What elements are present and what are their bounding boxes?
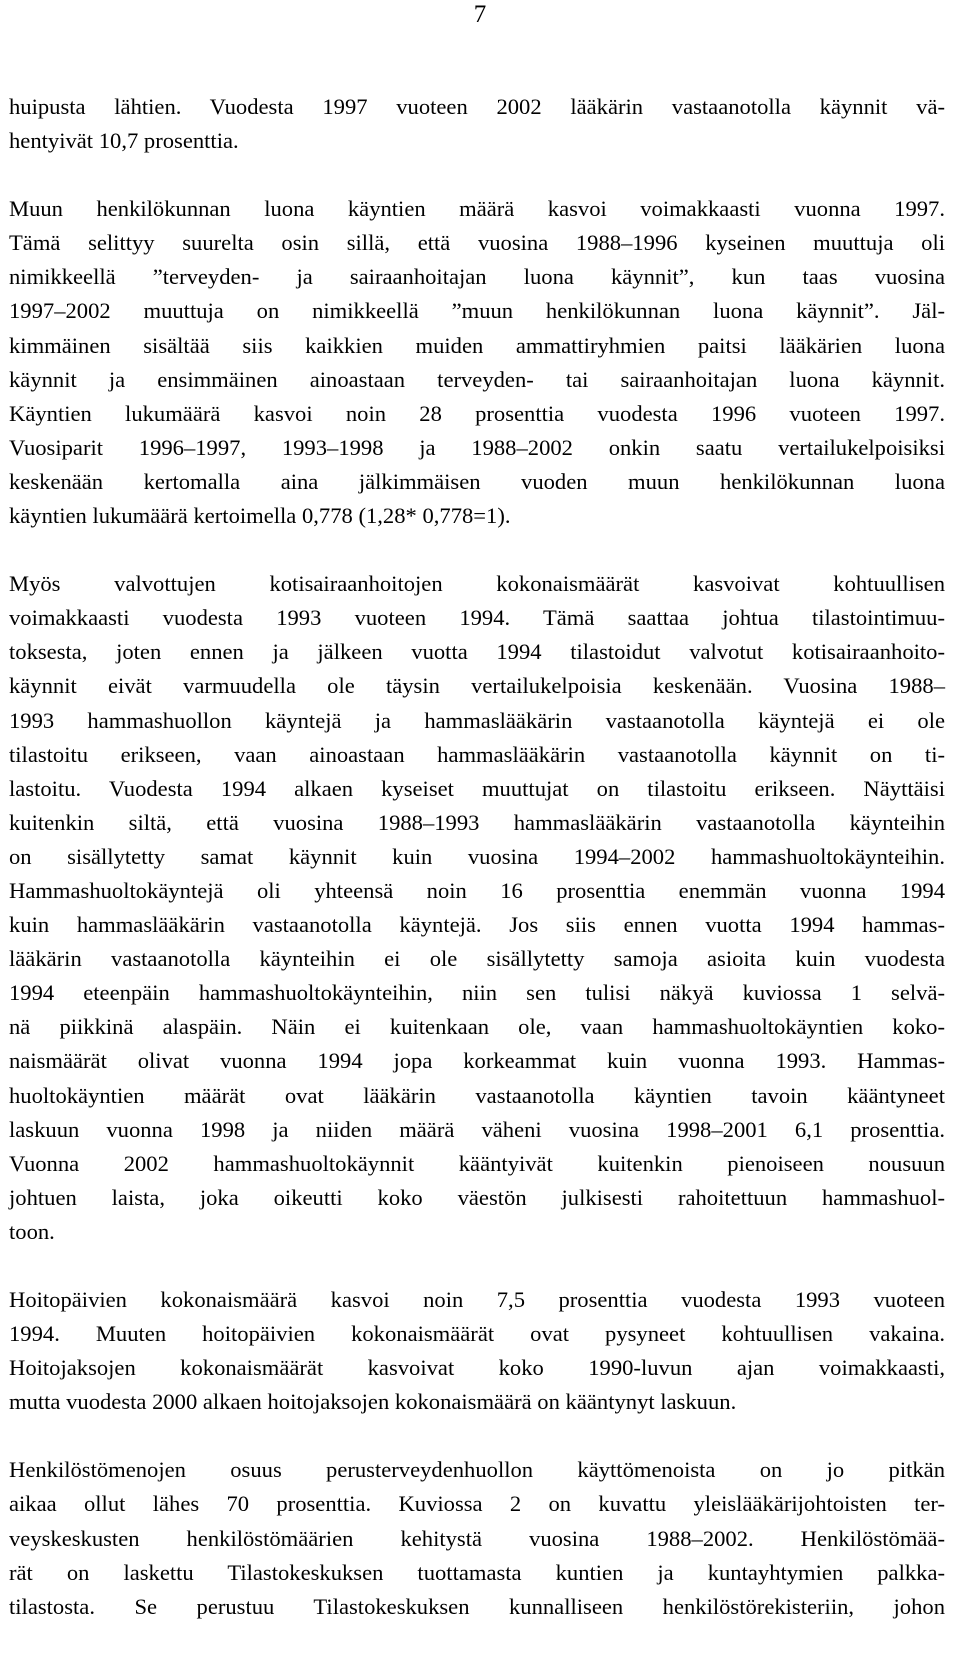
text-line: toksesta, joten ennen ja jälkeen vuotta 1994 tilastoidut valvotut kotisairaanhoito-: [9, 639, 945, 665]
text-line: lastoitu. Vuodesta 1994 alkaen kyseiset muuttujat on tilastoitu erikseen. Näyttäisi: [9, 775, 945, 801]
text-line: huipusta lähtien. Vuodesta 1997 vuoteen 2002 lääkärin vastaanotolla käynnit vä-: [9, 94, 945, 119]
text-line: kimmäinen sisältää siis kaikkien muiden ammattiryhmien paitsi lääkärien luona: [9, 332, 945, 358]
page-number: 7: [473, 1, 487, 28]
text-line: keskenään kertomalla aina jälkimmäisen vuoden muun henkilökunnan luona: [9, 468, 945, 494]
text-line: Myös valvottujen kotisairaanhoitojen kokonaismäärät kasvoivat kohtuullisen: [9, 571, 945, 597]
text-line: nimikkeellä ”terveyden- ja sairaanhoitajan luona käynnit”, kun taas vuosina: [9, 264, 945, 290]
text-line: hentyivät 10,7 prosenttia.: [9, 128, 239, 154]
text-line: kuin hammaslääkärin vastaanotolla käyntejä. Jos siis ennen vuotta 1994 hammas-: [9, 912, 945, 938]
text-line: aikaa ollut lähes 70 prosenttia. Kuviossa 2 on kuvattu yleislääkärijohtoisten ter-: [9, 1491, 945, 1517]
text-line: käyntien lukumäärä kertoimella 0,778 (1,28* 0,778=1).: [9, 503, 511, 529]
text-line: naismäärät olivat vuonna 1994 jopa korkeammat kuin vuonna 1993. Hammas-: [9, 1048, 945, 1074]
paragraph-4: [9, 1283, 945, 1419]
text-line: Hoitopäivien kokonaismäärä kasvoi noin 7,5 prosenttia vuodesta 1993 vuoteen: [9, 1287, 945, 1312]
text-line: lääkärin vastaanotolla käynteihin ei ole sisällytetty samoja asioita kuin vuodesta: [9, 946, 945, 972]
text-line: Käyntien lukumäärä kasvoi noin 28 prosenttia vuodesta 1996 vuoteen 1997.: [9, 400, 945, 426]
text-line: laskuun vuonna 1998 ja niiden määrä väheni vuosina 1998–2001 6,1 prosenttia.: [9, 1116, 945, 1142]
text-line: 1993 hammashuollon käyntejä ja hammaslääkärin vastaanotolla käyntejä ei ole: [9, 707, 945, 733]
text-line: tilastoitu erikseen, vaan ainoastaan hammaslääkärin vastaanotolla käynnit on ti-: [9, 741, 945, 767]
body-text: [9, 90, 945, 1658]
text-line: Muun henkilökunnan luona käyntien määrä kasvoi voimakkaasti vuonna 1997.: [9, 196, 945, 222]
text-line: Tämä selittyy suurelta osin sillä, että vuosina 1988–1996 kyseinen muuttuja oli: [9, 230, 945, 256]
text-line: toon.: [9, 1218, 55, 1244]
text-line: veyskeskusten henkilöstömäärien kehitystä vuosina 1988–2002. Henkilöstömää-: [9, 1525, 945, 1551]
text-line: tilastosta. Se perustuu Tilastokeskuksen kunnalliseen henkilöstörekisteriin, johon: [9, 1593, 945, 1619]
text-line: käynnit eivät varmuudella ole täysin vertailukelpoisia keskenään. Vuosina 1988–: [9, 673, 945, 699]
text-line: huoltokäyntien määrät ovat lääkärin vastaanotolla käyntien tavoin kääntyneet: [9, 1082, 945, 1108]
text-line: mutta vuodesta 2000 alkaen hoitojaksojen kokonaismäärä on kääntynyt laskuun.: [9, 1389, 737, 1415]
text-line: käynnit ja ensimmäinen ainoastaan terveyden- tai sairaanhoitajan luona käynnit.: [9, 366, 945, 392]
text-line: 1997–2002 muuttuja on nimikkeellä ”muun henkilökunnan luona käynnit”. Jäl-: [9, 298, 945, 324]
text-line: 1994. Muuten hoitopäivien kokonaismäärät ovat pysyneet kohtuullisen vakaina.: [9, 1321, 945, 1347]
text-line: johtuen laista, joka oikeutti koko väestön julkisesti rahoitettuun hammashuol-: [9, 1184, 945, 1210]
text-line: Hammashuoltokäyntejä oli yhteensä noin 16 prosenttia enemmän vuonna 1994: [9, 877, 945, 903]
text-line: nä piikkinä alaspäin. Näin ei kuitenkaan ole, vaan hammashuoltokäyntien koko-: [9, 1014, 945, 1040]
text-line: Vuosiparit 1996–1997, 1993–1998 ja 1988–2002 onkin saatu vertailukelpoisiksi: [9, 434, 945, 460]
text-line: rät on laskettu Tilastokeskuksen tuottamasta kuntien ja kuntayhtymien palkka-: [9, 1559, 945, 1585]
text-line: Vuonna 2002 hammashuoltokäynnit kääntyivät kuitenkin pienoiseen nousuun: [9, 1150, 945, 1176]
text-line: 1994 eteenpäin hammashuoltokäynteihin, niin sen tulisi näkyä kuviossa 1 selvä-: [9, 980, 945, 1006]
text-line: Hoitojaksojen kokonaismäärät kasvoivat koko 1990-luvun ajan voimakkaasti,: [9, 1355, 945, 1381]
text-line: voimakkaasti vuodesta 1993 vuoteen 1994. Tämä saattaa johtua tilastointimuu-: [9, 605, 945, 631]
paragraph-2: [9, 192, 945, 533]
paragraph-3: [9, 567, 945, 1249]
paragraph-1: [9, 90, 945, 158]
text-line: on sisällytetty samat käynnit kuin vuosina 1994–2002 hammashuoltokäynteihin.: [9, 843, 945, 869]
paragraph-5: [9, 1453, 945, 1623]
text-line: kuitenkin siltä, että vuosina 1988–1993 hammaslääkärin vastaanotolla käynteihin: [9, 809, 945, 835]
text-line: Henkilöstömenojen osuus perusterveydenhuollon käyttömenoista on jo pitkän: [9, 1457, 945, 1483]
